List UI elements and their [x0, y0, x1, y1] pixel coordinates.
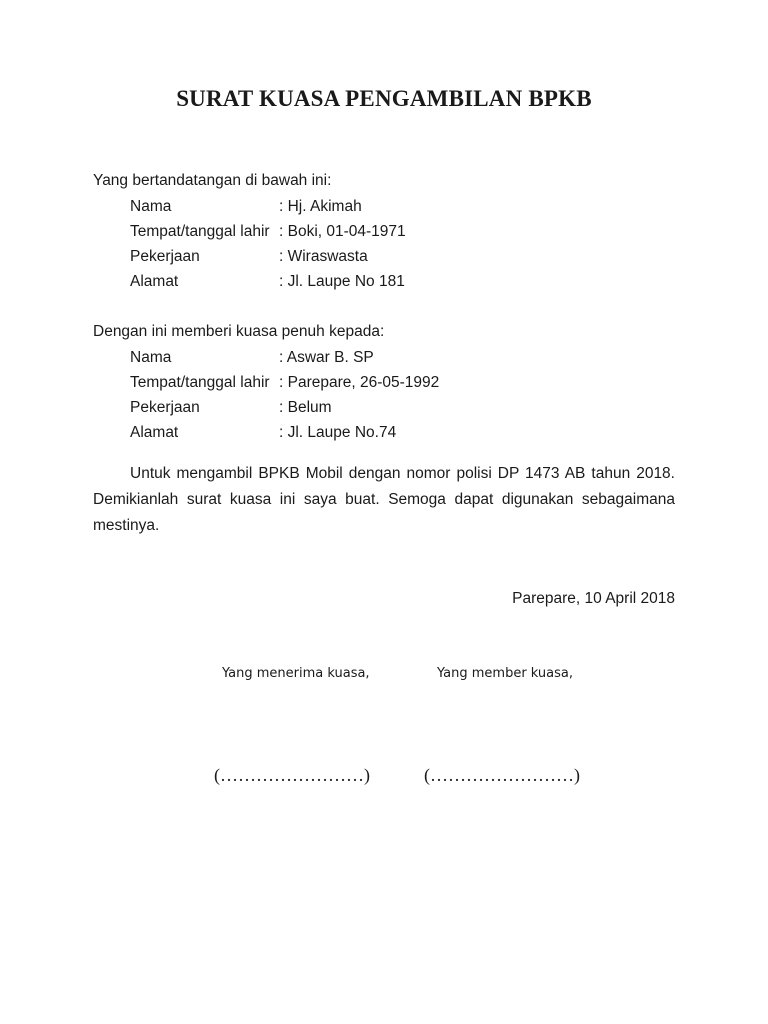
receiver-signature-blank: (……………………) [214, 765, 370, 785]
body-paragraph: Untuk mengambil BPKB Mobil dengan nomor polisi DP 1473 AB tahun 2018. Demikianlah surat kuasa ini saya buat. Semoga dapat digunakan sebagaimana mestinya. [93, 465, 675, 534]
field-label: Nama [130, 198, 172, 215]
grantor-intro: Yang bertandatangan di bawah ini: [93, 172, 332, 189]
field-label: Pekerjaan [130, 399, 200, 416]
grantee-intro: Dengan ini memberi kuasa penuh kepada: [93, 323, 385, 340]
field-value: : Hj. Akimah [279, 198, 362, 215]
receiver-signature-label: Yang menerima kuasa, [222, 666, 370, 681]
field-label: Tempat/tanggal lahir [130, 223, 270, 240]
place-and-date: Parepare, 10 April 2018 [512, 590, 675, 607]
field-value: : Belum [279, 399, 332, 416]
field-label: Tempat/tanggal lahir [130, 374, 270, 391]
giver-signature-blank: (……………………) [424, 765, 580, 785]
field-value: : Jl. Laupe No.74 [279, 424, 397, 441]
field-value: : Boki, 01-04-1971 [279, 223, 406, 240]
field-value: : Wiraswasta [279, 248, 368, 265]
field-value: : Jl. Laupe No 181 [279, 273, 405, 290]
field-label: Alamat [130, 273, 179, 290]
field-label: Nama [130, 349, 172, 366]
field-value: : Parepare, 26-05-1992 [279, 374, 440, 391]
document-title: SURAT KUASA PENGAMBILAN BPKB [176, 86, 592, 111]
field-label: Pekerjaan [130, 248, 200, 265]
field-value: : Aswar B. SP [279, 349, 374, 366]
field-label: Alamat [130, 424, 179, 441]
giver-signature-label: Yang member kuasa, [437, 666, 573, 681]
